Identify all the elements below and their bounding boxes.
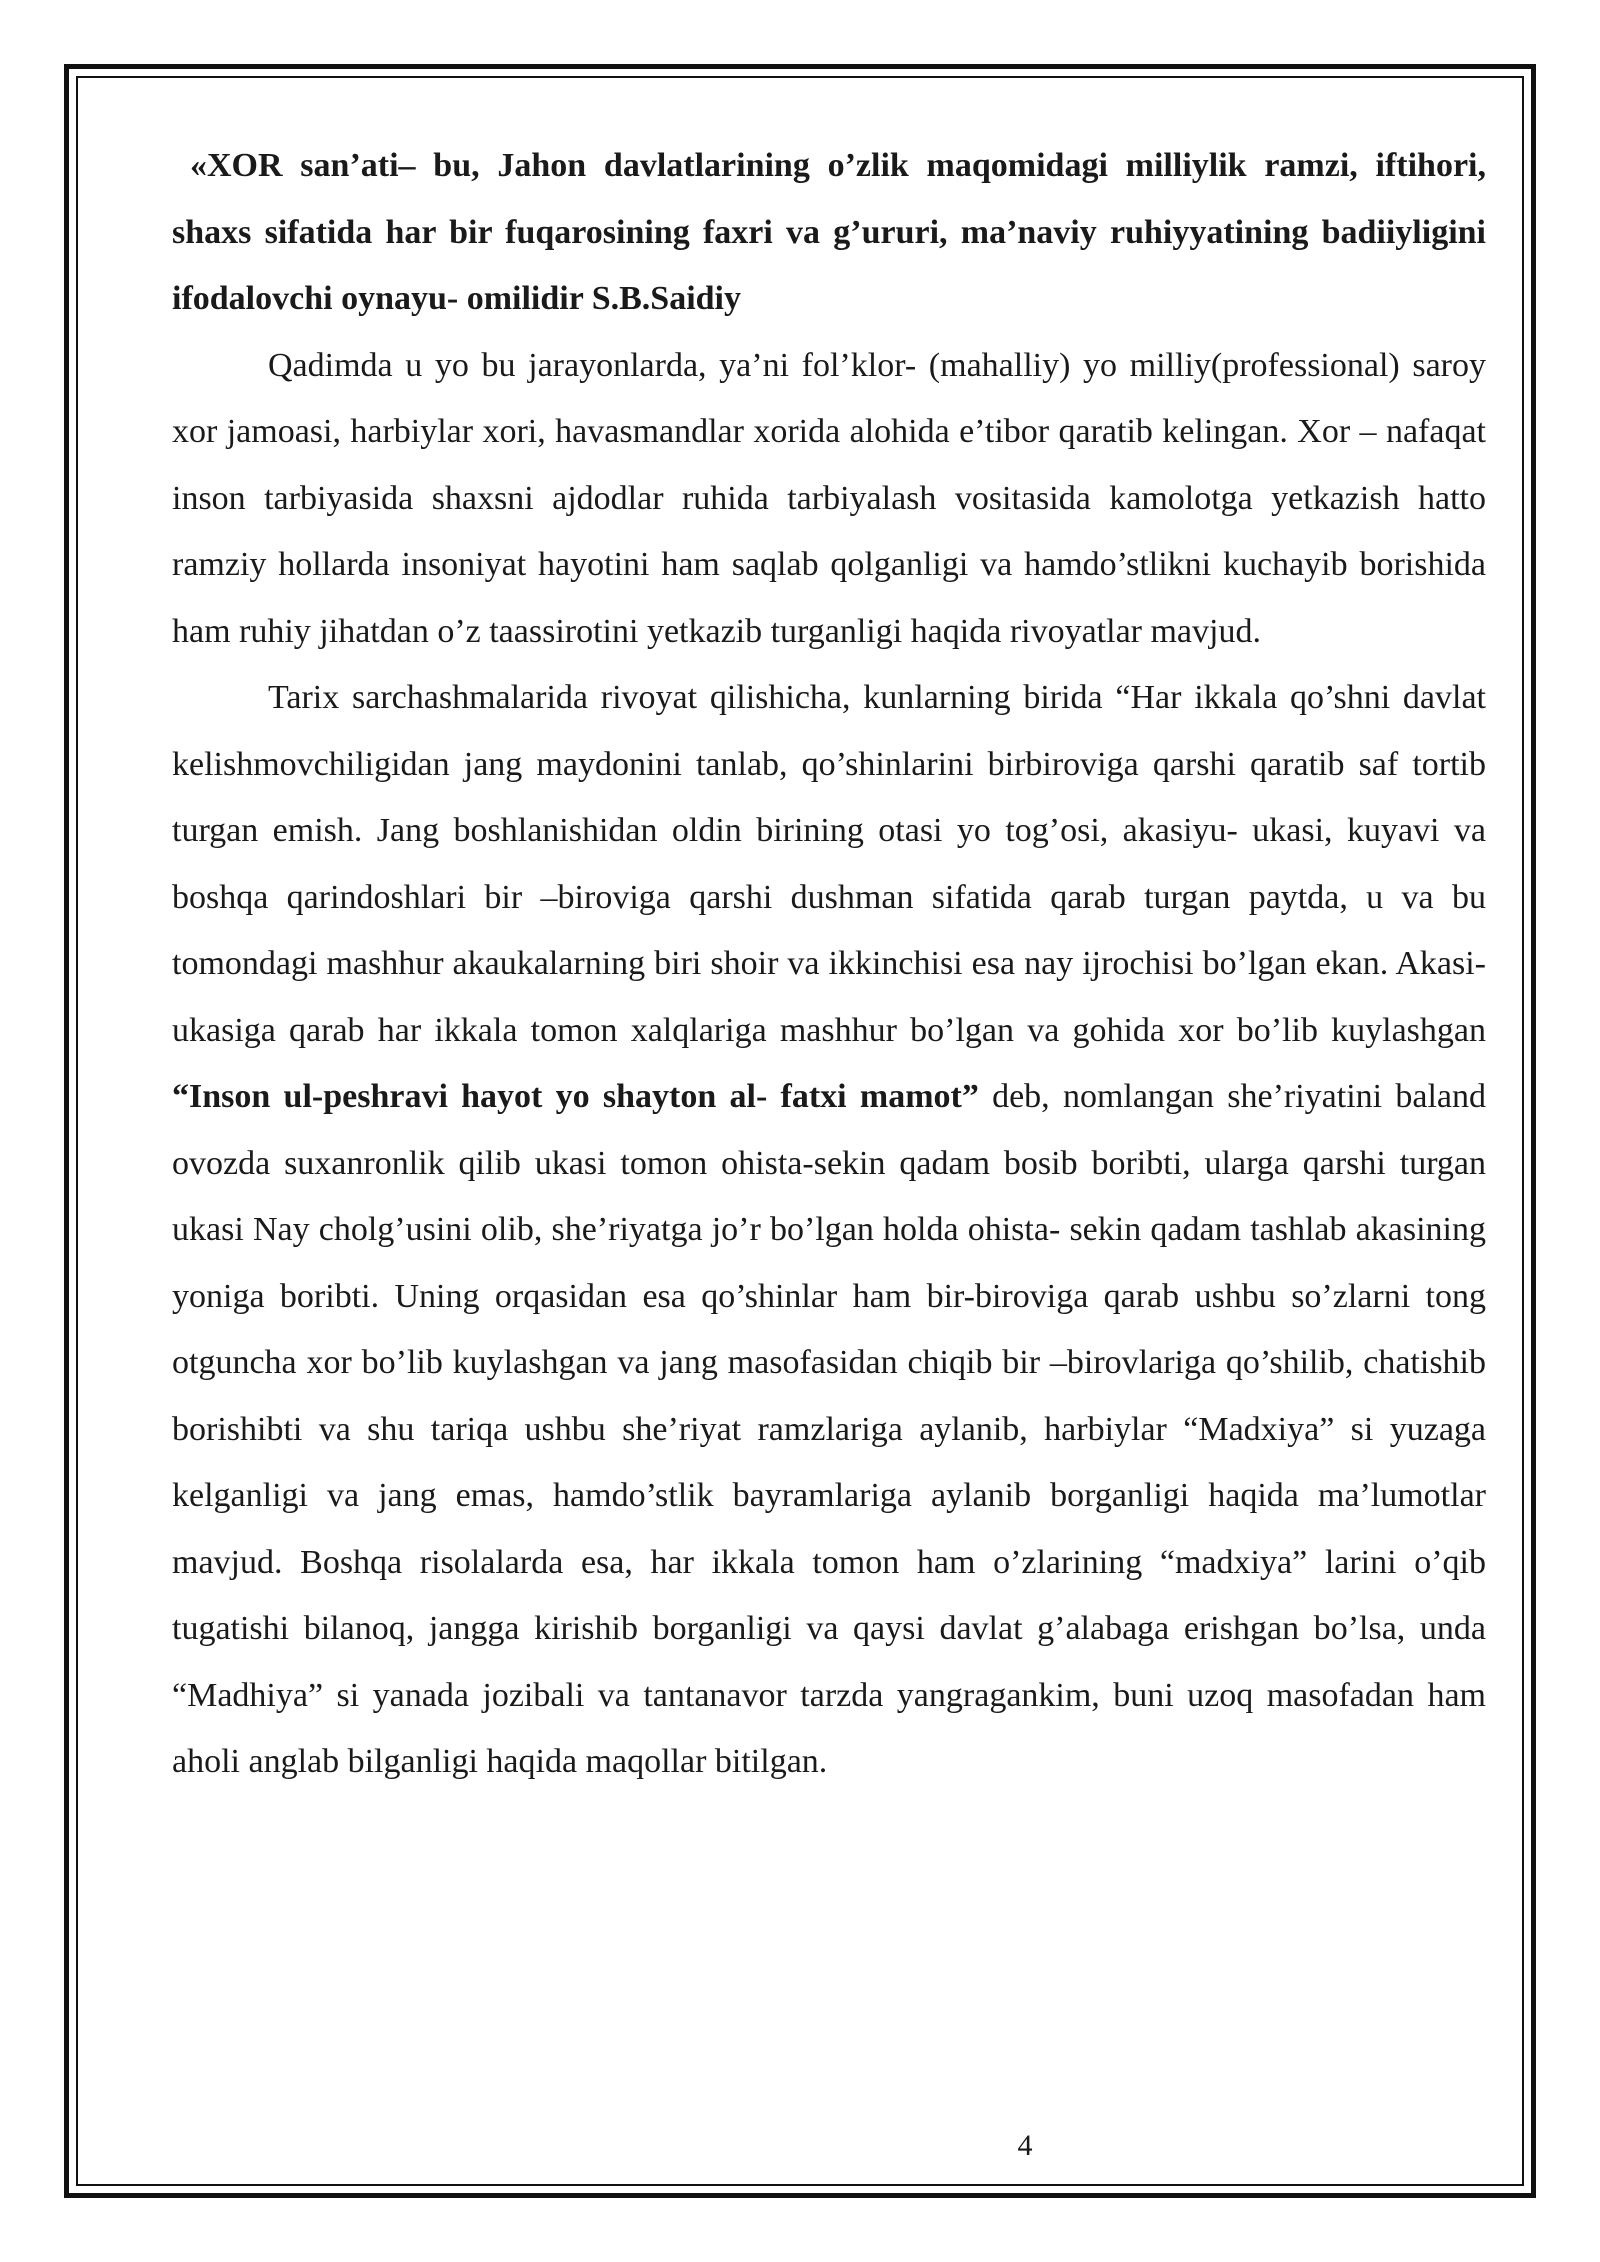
- paragraph-1: Qadimda u yo bu jarayonlarda, ya’ni fol’klor- (mahalliy) yo milliy(professional) saroy xor jamoasi, harbiylar xori, havasmandlar xorida alohida e’tibor qaratib kelingan. Xor – nafaqat inson tarbiyasida shaxsni ajdodlar ruhida tarbiyalash vositasida kamolotga yetkazish hatto ramziy hollarda insoniyat hayotini ham saqlab qolganligi va hamdo’stlikni kuchayib borishida ham ruhiy jihatdan o’z taassirotini yetkazib turganligi haqida rivoyatlar mavjud.: [172, 346, 1486, 650]
- paragraph-2-text-start: Tarix sarchashmalarida rivoyat qilishicha, kunlarning birida “Har ikkala qo’shni davlat kelishmovchiligidan jang maydonini tanlab, qo’shinlarini birbiroviga qarshi qaratib saf tortib turgan emish. Jang boshlanishidan oldin birining otasi yo tog’osi, akasiyu- ukasi, kuyavi va boshqa qarindoshlari bir –biroviga qarshi dushman sifatida qarab turgan paytda, u va bu tomondagi mashhur akaukalarning biri shoir va ikkinchisi esa nay ijrochisi bo’lgan ekan. Akasi- ukasiga qarab har ikkala tomon xalqlariga mashhur bo’lgan va gohida xor bo’lib kuylashgan: [172, 679, 1486, 1049]
- paragraph-2: [172, 665, 1486, 1796]
- page-number: 4: [1017, 2129, 1033, 2162]
- paragraph-2-text-end: deb, nomlangan she’riyatini baland ovozda suxanronlik qilib ukasi tomon ohista-sekin qadam bosib boribti, ularga qarshi turgan ukasi Nay cholg’usini olib, she’riyatga jo’r bo’lgan holda ohista- sekin qadam tashlab akasining yoniga boribti. Uning orqasidan esa qo’shinlar ham bir-biroviga qarab ushbu so’zlarni tong otguncha xor bo’lib kuylashgan va jang masofasidan chiqib bir –birovlariga qo’shilib, chatishib borishibti va shu tariqa ushbu she’riyat ramzlariga aylanib, harbiylar “Madxiya” si yuzaga kelganligi va jang emas, hamdo’stlik bayramlariga aylanib borganligi haqida ma’lumotlar mavjud. Boshqa risolalarda esa, har ikkala tomon ham o’zlarining “madxiya” larini o’qib tugatishi bilanoq, jangga kirishib borganligi va qaysi davlat g’alabaga erishgan bo’lsa, unda “Madhiya” si yanada jozibali va tantanavor tarzda yangragankim, buni uzoq masofadan ham aholi anglab bilganligi haqida maqollar bitilgan.: [172, 1078, 1486, 1780]
- document-body: [172, 133, 1486, 1796]
- poem-title: “Inson ul-peshravi hayot yo shayton al- fatxi mamot”: [172, 1078, 979, 1115]
- epigraph-quote: «XOR san’ati– bu, Jahon davlatlarining o’zlik maqomidagi milliylik ramzi, iftihori, shaxs sifatida har bir fuqarosining faxri va g’ururi, ma’naviy ruhiyyatining badiiyligini ifodalovchi oynayu- omilidir S.B.Saidiy: [172, 147, 1486, 317]
